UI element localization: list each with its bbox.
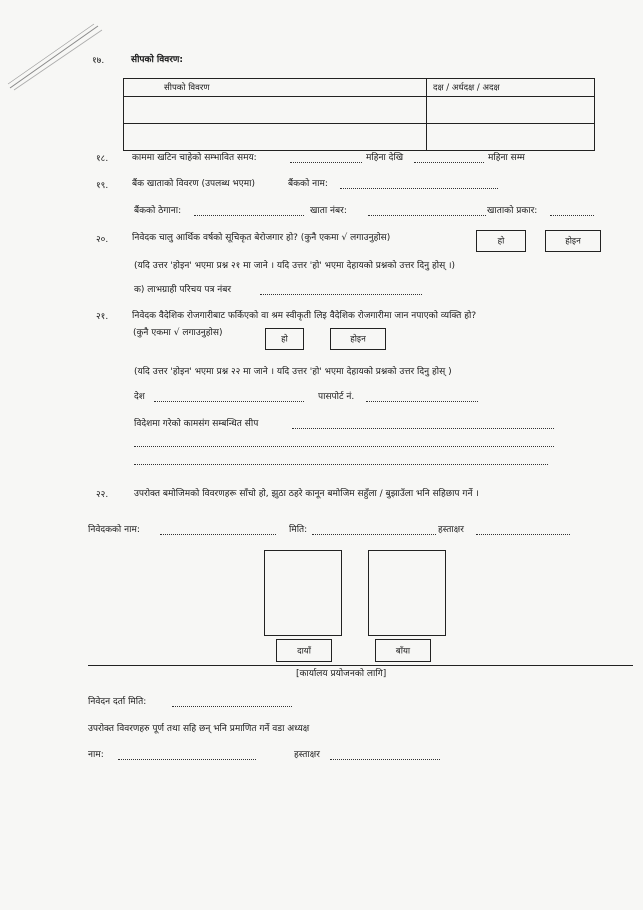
- section-17-number: १७.: [92, 56, 105, 66]
- applicant-signature-label: हस्ताक्षर: [438, 525, 464, 535]
- skill-level-cell[interactable]: [427, 97, 595, 124]
- account-type-label: खाताको प्रकार:: [487, 206, 538, 216]
- skill-table: [123, 78, 595, 151]
- office-use-heading: [कार्यालय प्रयोजनको लागि]: [296, 669, 387, 679]
- bank-address-field[interactable]: [194, 215, 304, 216]
- section-20-number: २०.: [96, 235, 109, 245]
- registration-date-label: निवेदन दर्ता मिति:: [88, 697, 147, 707]
- applicant-signature-field[interactable]: [476, 534, 570, 535]
- ward-chair-name-label: नाम:: [88, 750, 104, 760]
- declaration-text: उपरोक्त बमोजिमको विवरणहरू साँचो हो, झुठा ठहरे कानून बमोजिम सहुँला / बुझाउँला भनि सहिछाप गर्ने ।: [134, 489, 479, 499]
- section-21-note: (यदि उत्तर 'होइन' भएमा प्रश्न २२ मा जाने । यदि उत्तर 'हो' भएमा देहायको प्रश्नको उत्तर दिनु होस् ): [134, 367, 452, 377]
- from-month-label: महिना देखि: [366, 153, 404, 163]
- yes-label: हो: [281, 334, 288, 345]
- beneficiary-id-field[interactable]: [260, 294, 422, 295]
- no-label: होइन: [565, 236, 581, 247]
- section-19-number: १९.: [96, 181, 109, 191]
- foreign-employment-question: निवेदक वैदेशिक रोजगारीबाट फर्किएको वा श्रम स्वीकृती लिइ वैदेशिक रोजगारीमा जान नपाएको व्यक्ति हो?: [132, 311, 477, 321]
- ward-chair-signature-field[interactable]: [330, 759, 440, 760]
- work-time-label: काममा खटिन चाहेको सम्भावित समय:: [132, 153, 257, 163]
- section-20-note: (यदि उत्तर 'होइन' भएमा प्रश्न २१ मा जाने । यदि उत्तर 'हो' भएमा देहायको प्रश्नको उत्तर दिनु होस् ।): [134, 261, 456, 271]
- right-thumb-label-box: [276, 639, 332, 662]
- applicant-name-field[interactable]: [160, 534, 276, 535]
- country-label: देश: [134, 392, 145, 402]
- yes-label: हो: [497, 236, 505, 247]
- no-label: होइन: [350, 334, 366, 345]
- to-month-field[interactable]: [414, 162, 484, 163]
- account-number-field[interactable]: [368, 215, 486, 216]
- account-type-field[interactable]: [550, 215, 594, 216]
- left-thumb-label: बाँया: [395, 646, 411, 656]
- registration-date-field[interactable]: [172, 706, 292, 707]
- applicant-date-field[interactable]: [312, 534, 436, 535]
- check-one-instruction: (कुनै एकमा √ लगाउनुहोस): [133, 328, 223, 338]
- from-month-field[interactable]: [290, 162, 362, 163]
- foreign-skill-field-line-3[interactable]: [134, 464, 548, 465]
- bank-name-label: बैंकको नाम:: [288, 179, 328, 189]
- section-17-heading: सीपको विवरण:: [131, 55, 184, 65]
- foreign-yes-checkbox[interactable]: [265, 328, 304, 350]
- beneficiary-id-label: क) लाभग्राही परिचय पत्र नंबर: [134, 285, 232, 295]
- bank-address-label: बैंकको ठेगाना:: [134, 206, 182, 216]
- office-divider: [88, 665, 633, 666]
- skill-table-header-description: सीपको विवरण: [124, 79, 427, 97]
- applicant-date-label: मिति:: [289, 525, 308, 535]
- ward-chair-signature-label: हस्ताक्षर: [294, 750, 320, 760]
- ward-chair-name-field[interactable]: [118, 759, 256, 760]
- applicant-name-label: निवेदकको नाम:: [88, 525, 140, 535]
- skill-level-cell[interactable]: [427, 124, 595, 151]
- ward-chair-certify-text: उपरोक्त विवरणहरु पूर्ण तथा सहि छन् भनि प्रमाणित गर्ने वडा अध्यक्ष: [88, 724, 310, 734]
- unemployed-no-checkbox[interactable]: [545, 230, 601, 252]
- section-18-number: १८.: [96, 154, 109, 164]
- bank-details-label: बैंक खाताको विवरण (उपलब्ध भएमा): [132, 179, 255, 189]
- scan-scratch-marks: [6, 22, 106, 92]
- skill-table-header-level: दक्ष / अर्धदक्ष / अदक्ष: [427, 79, 595, 97]
- bank-name-field[interactable]: [340, 188, 498, 189]
- table-row: [124, 97, 595, 124]
- left-thumbprint-box[interactable]: [368, 550, 446, 636]
- foreign-skill-field[interactable]: [292, 428, 554, 429]
- table-row: [124, 124, 595, 151]
- passport-label: पासपोर्ट नं.: [318, 392, 355, 402]
- foreign-no-checkbox[interactable]: [330, 328, 386, 350]
- to-month-label: महिना सम्म: [488, 153, 525, 163]
- account-number-label: खाता नंबर:: [310, 206, 347, 216]
- right-thumbprint-box[interactable]: [264, 550, 342, 636]
- skill-description-cell[interactable]: [124, 97, 427, 124]
- skill-description-cell[interactable]: [124, 124, 427, 151]
- unemployed-yes-checkbox[interactable]: [476, 230, 526, 252]
- right-thumb-label: दायाँ: [297, 646, 311, 656]
- left-thumb-label-box: [375, 639, 431, 662]
- section-21-number: २१.: [96, 312, 109, 322]
- unemployed-question: निवेदक चालु आर्थिक वर्षको सूचिकृत बेरोजगार हो? (कुनै एकमा √ लगाउनुहोस): [132, 233, 391, 243]
- passport-field[interactable]: [366, 401, 478, 402]
- foreign-skill-label: विदेशमा गरेको कामसंग सम्बन्धित सीप: [134, 419, 259, 429]
- section-22-number: २२.: [96, 490, 109, 500]
- country-field[interactable]: [154, 401, 304, 402]
- foreign-skill-field-line-2[interactable]: [134, 446, 554, 447]
